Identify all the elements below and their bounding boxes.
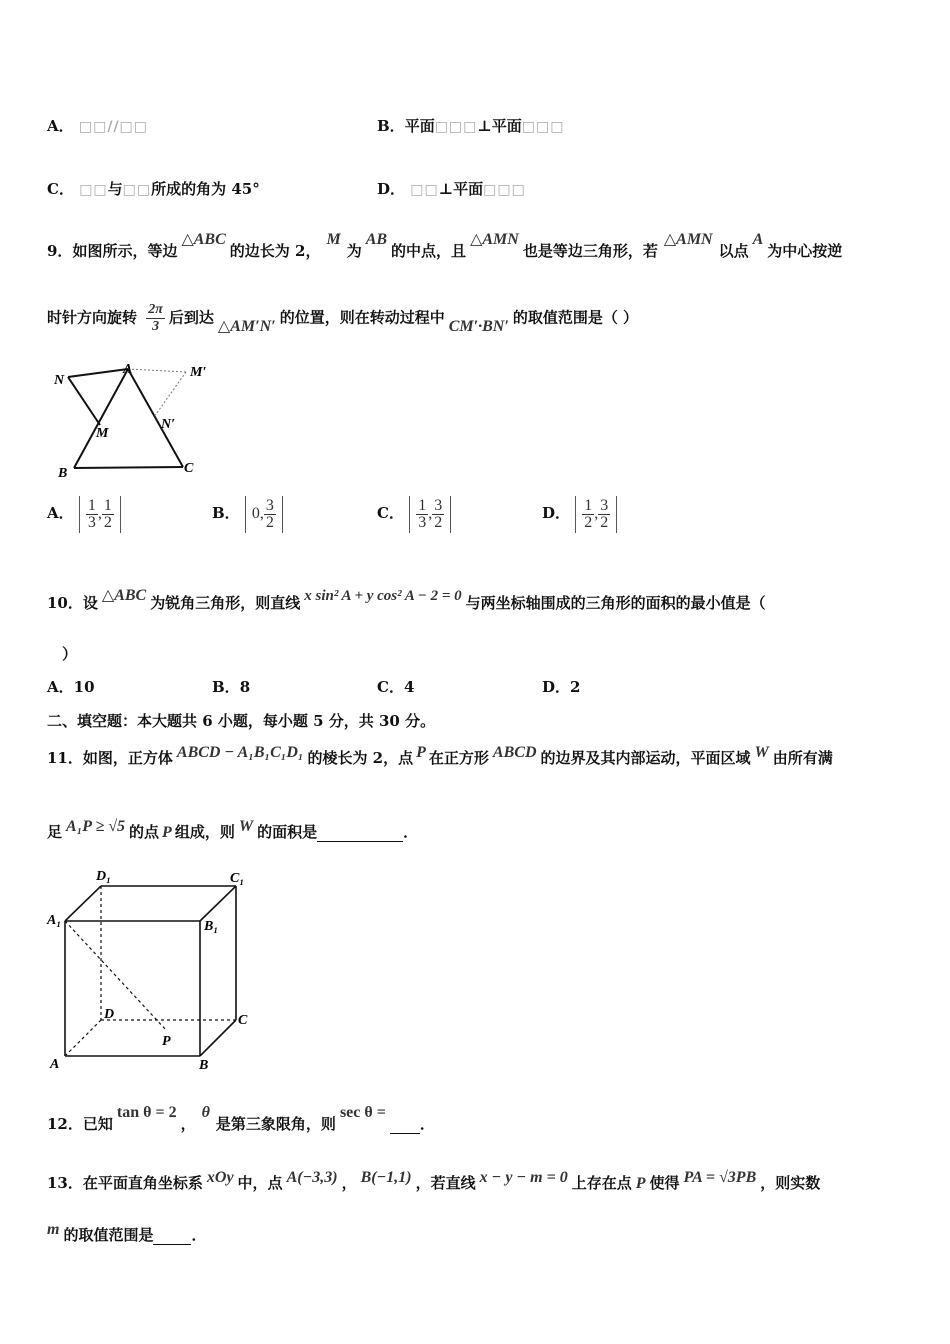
math-expression: W: [238, 818, 254, 835]
label-b: B: [58, 466, 68, 481]
option-label: D．: [542, 678, 571, 696]
q9-option-d: [542, 496, 617, 533]
question-text: 为中心按逆: [767, 242, 843, 260]
math-expression: ABCD: [492, 744, 537, 761]
option-label: C．: [47, 180, 74, 198]
q10-option-b: [212, 676, 250, 697]
math-expression: A: [752, 231, 764, 248]
math-expression: x − y − m = 0: [479, 1169, 568, 1186]
math-expression: CM′·BN′: [448, 317, 509, 335]
option-label: B．: [212, 504, 240, 523]
label-b1: B₁: [204, 919, 219, 934]
question-text: 的边长为 2，: [229, 242, 321, 260]
q8-option-d: [377, 178, 526, 199]
edge-m-prime-n-prime: [154, 372, 186, 417]
interval: $\frac{1}{2}$ , $\frac{3}{2}$: [575, 496, 617, 533]
option-text: ⊥平面: [477, 117, 522, 135]
question-text: 由所有满: [772, 749, 833, 767]
label-a: A: [123, 362, 133, 377]
option-label: A．: [47, 117, 74, 135]
question-text: ．: [419, 1115, 435, 1133]
option-expression: □□//□□: [78, 119, 149, 135]
option-value: 2: [570, 678, 581, 696]
fraction-numerator: 3: [600, 497, 609, 514]
question-number: 10．: [47, 594, 83, 612]
fraction: [432, 498, 444, 531]
question-text: 如图，正方体: [82, 749, 173, 767]
q13-line1: [47, 1169, 821, 1193]
q13-line2: [47, 1221, 207, 1245]
section-title: 二、填空题：本大题共 6 小题，每小题 5 分，共 30 分。: [47, 712, 436, 730]
option-expression: □□□: [521, 119, 565, 135]
label-m-prime: M′: [190, 365, 207, 380]
question-text: 为锐角三角形，则直线: [150, 594, 301, 612]
question-text: 足: [47, 823, 63, 841]
math-expression: P: [416, 744, 426, 761]
q10-close-paren: ）: [62, 645, 78, 663]
question-text: 设: [82, 594, 98, 612]
math-expression: θ: [201, 1104, 210, 1121]
fraction: [598, 498, 610, 531]
option-text: 与: [107, 180, 123, 198]
math-expression: M: [326, 231, 341, 248]
edge-bc: [200, 1020, 236, 1056]
question-text: ．: [191, 1226, 207, 1244]
fraction: [416, 498, 428, 531]
question-text: 与两坐标轴围成的三角形的面积的最小值是（: [465, 594, 766, 612]
label-c: C: [184, 461, 194, 476]
answer-blank: [317, 823, 403, 842]
question-text: ，: [341, 1174, 357, 1192]
option-label: C．: [377, 678, 404, 696]
question-text: 后到达: [168, 308, 214, 327]
segment-a1p: [65, 921, 166, 1030]
option-value: 10: [73, 678, 95, 696]
option-expression: □□□: [483, 182, 526, 198]
label-d1: D₁: [96, 869, 111, 884]
math-expression: P: [162, 824, 172, 841]
option-text: 所成的角为 45°: [151, 180, 260, 198]
fraction-numerator: 3: [265, 497, 274, 514]
question-text: 在正方形: [428, 749, 489, 767]
math-expression: sec θ =: [339, 1104, 386, 1121]
option-label: D．: [542, 504, 571, 523]
label-c1: C₁: [230, 871, 245, 886]
math-expression: P: [635, 1175, 646, 1192]
option-label: B．: [377, 117, 405, 135]
math-expression: xOy: [206, 1169, 234, 1186]
question-text: 的边界及其内部运动，平面区域: [540, 749, 751, 767]
option-value: 4: [403, 678, 415, 696]
fraction-denominator: 2: [600, 514, 609, 531]
math-expression: m: [47, 1221, 60, 1238]
fraction-denominator: 3: [152, 319, 160, 334]
question-text: 已知: [82, 1115, 113, 1133]
q9-triangle-figure: [50, 360, 230, 485]
fraction: [146, 302, 165, 335]
option-expression: □□: [122, 182, 152, 198]
edge-b1c1: [200, 886, 236, 921]
math-expression: △AMN: [470, 231, 519, 248]
math-expression: AB: [365, 231, 388, 248]
q8-option-b: [377, 115, 564, 136]
fraction-numerator: 1: [87, 497, 96, 514]
q10-line1: [47, 587, 766, 613]
fraction: [86, 498, 98, 531]
math-expression: tan θ = 2: [116, 1104, 177, 1121]
q11-line2: [47, 818, 419, 842]
edge-ab: [74, 369, 128, 468]
fraction: [582, 498, 594, 531]
option-label: C．: [377, 504, 404, 523]
fraction-denominator: 2: [434, 514, 443, 531]
math-expression: △ABC: [181, 231, 226, 248]
question-text: ，: [180, 1115, 196, 1133]
question-text: ，则实数: [760, 1174, 821, 1192]
fraction-numerator: 1: [584, 497, 593, 514]
option-label: B．: [212, 678, 240, 696]
question-text: 的棱长为 2，点: [307, 749, 414, 767]
q9-option-a: [47, 496, 121, 533]
q9-option-b: [212, 496, 283, 533]
q10-option-d: [542, 676, 580, 697]
question-text: ，若直线: [415, 1174, 476, 1192]
question-number: 13．: [47, 1174, 83, 1192]
math-expression: △AMN: [663, 231, 713, 248]
q11-cube-figure: [44, 862, 264, 1077]
math-expression: ABCD − A₁B₁C₁D₁: [176, 744, 304, 761]
question-text: 的位置，则在转动过程中: [279, 308, 445, 327]
edge-bc: [74, 467, 183, 468]
question-text: 组成，则: [174, 823, 235, 841]
interval: [245, 496, 283, 533]
question-text: 时针方向旋转: [47, 308, 138, 327]
q8-option-a: [47, 115, 148, 136]
option-label: D．: [377, 180, 406, 198]
fraction-numerator: 2π: [148, 302, 163, 317]
fraction-denominator: 2: [265, 514, 274, 531]
question-text: 的点: [129, 823, 160, 841]
option-expression: □□: [79, 182, 108, 198]
q12-line: [47, 1104, 435, 1134]
question-text: 也是等边三角形，若: [522, 242, 658, 260]
option-label: A．: [47, 504, 74, 523]
interval: $\frac{1}{3}$ , $\frac{1}{2}$: [79, 496, 121, 533]
q9-option-c: [377, 496, 451, 533]
label-a1: A₁: [47, 913, 62, 928]
edge-nm: [68, 377, 100, 425]
math-expression: △ABC: [101, 587, 147, 604]
label-d: D: [104, 1007, 115, 1022]
math-expression: △AM′N′: [217, 317, 276, 335]
option-label: A．: [47, 678, 74, 696]
option-text: 平面: [404, 117, 435, 135]
question-text: 是第三象限角，则: [215, 1115, 336, 1133]
question-text: 中，点: [237, 1174, 283, 1192]
fraction-numerator: 1: [418, 497, 427, 514]
fraction-denominator: 2: [103, 514, 112, 531]
answer-blank: [153, 1226, 191, 1245]
fraction: [264, 498, 276, 531]
label-b: B: [199, 1058, 209, 1073]
interval: $\frac{1}{3}$ , $\frac{3}{2}$: [409, 496, 451, 533]
label-m: M: [96, 426, 109, 441]
question-number: 9．: [47, 242, 73, 260]
fraction-numerator: 1: [103, 497, 112, 514]
math-expression: x sin² A + y cos² A − 2 = 0: [304, 588, 462, 604]
fraction-denominator: 3: [418, 514, 427, 531]
label-n-prime: N′: [161, 417, 176, 432]
question-text: 如图所示，等边: [72, 242, 178, 260]
math-expression: A(−3,3): [286, 1169, 338, 1186]
fraction-denominator: 2: [584, 514, 593, 531]
edge-na: [68, 369, 128, 377]
question-text: ．: [403, 823, 419, 841]
label-c: C: [238, 1013, 248, 1028]
q10-option-a: [47, 676, 95, 697]
answer-blank: [390, 1115, 420, 1134]
q9-line1: [47, 231, 843, 261]
label-p: P: [162, 1034, 171, 1049]
option-expression: □□: [410, 182, 439, 198]
question-text: 为: [346, 242, 362, 260]
question-text: 以点: [718, 242, 749, 260]
math-expression: A₁P ≥ √5: [66, 818, 126, 835]
question-text: 使得: [649, 1174, 680, 1192]
edge-ad-hidden: [65, 1020, 101, 1056]
label-a: A: [50, 1057, 60, 1072]
option-value: 8: [239, 678, 251, 696]
q10-option-c: [377, 676, 414, 697]
question-number: 11．: [47, 749, 83, 767]
fraction: [102, 498, 114, 531]
math-expression: B(−1,1): [360, 1169, 412, 1186]
interval-start: 0,: [251, 505, 264, 523]
option-text: ⊥平面: [438, 180, 484, 198]
q8-option-c: [47, 178, 260, 199]
math-expression: W: [754, 744, 769, 761]
question-text: 的取值范围是（ ）: [512, 308, 639, 327]
math-expression: PA = √3PB: [683, 1169, 757, 1186]
edge-a1d1: [65, 886, 101, 921]
question-number: 12．: [47, 1115, 83, 1133]
question-text: 的取值范围是: [63, 1226, 154, 1244]
question-text: 的中点，且: [391, 242, 467, 260]
edge-am-prime: [128, 369, 186, 372]
question-text: 上存在点: [571, 1174, 632, 1192]
option-expression: □□□: [434, 119, 478, 135]
q9-line2: [47, 302, 638, 335]
question-text: 在平面直角坐标系: [82, 1174, 203, 1192]
fraction-numerator: 3: [434, 497, 443, 514]
label-n: N: [54, 373, 65, 388]
q11-line1: [47, 744, 833, 768]
question-text: 的面积是: [257, 823, 318, 841]
fraction-denominator: 3: [87, 514, 96, 531]
